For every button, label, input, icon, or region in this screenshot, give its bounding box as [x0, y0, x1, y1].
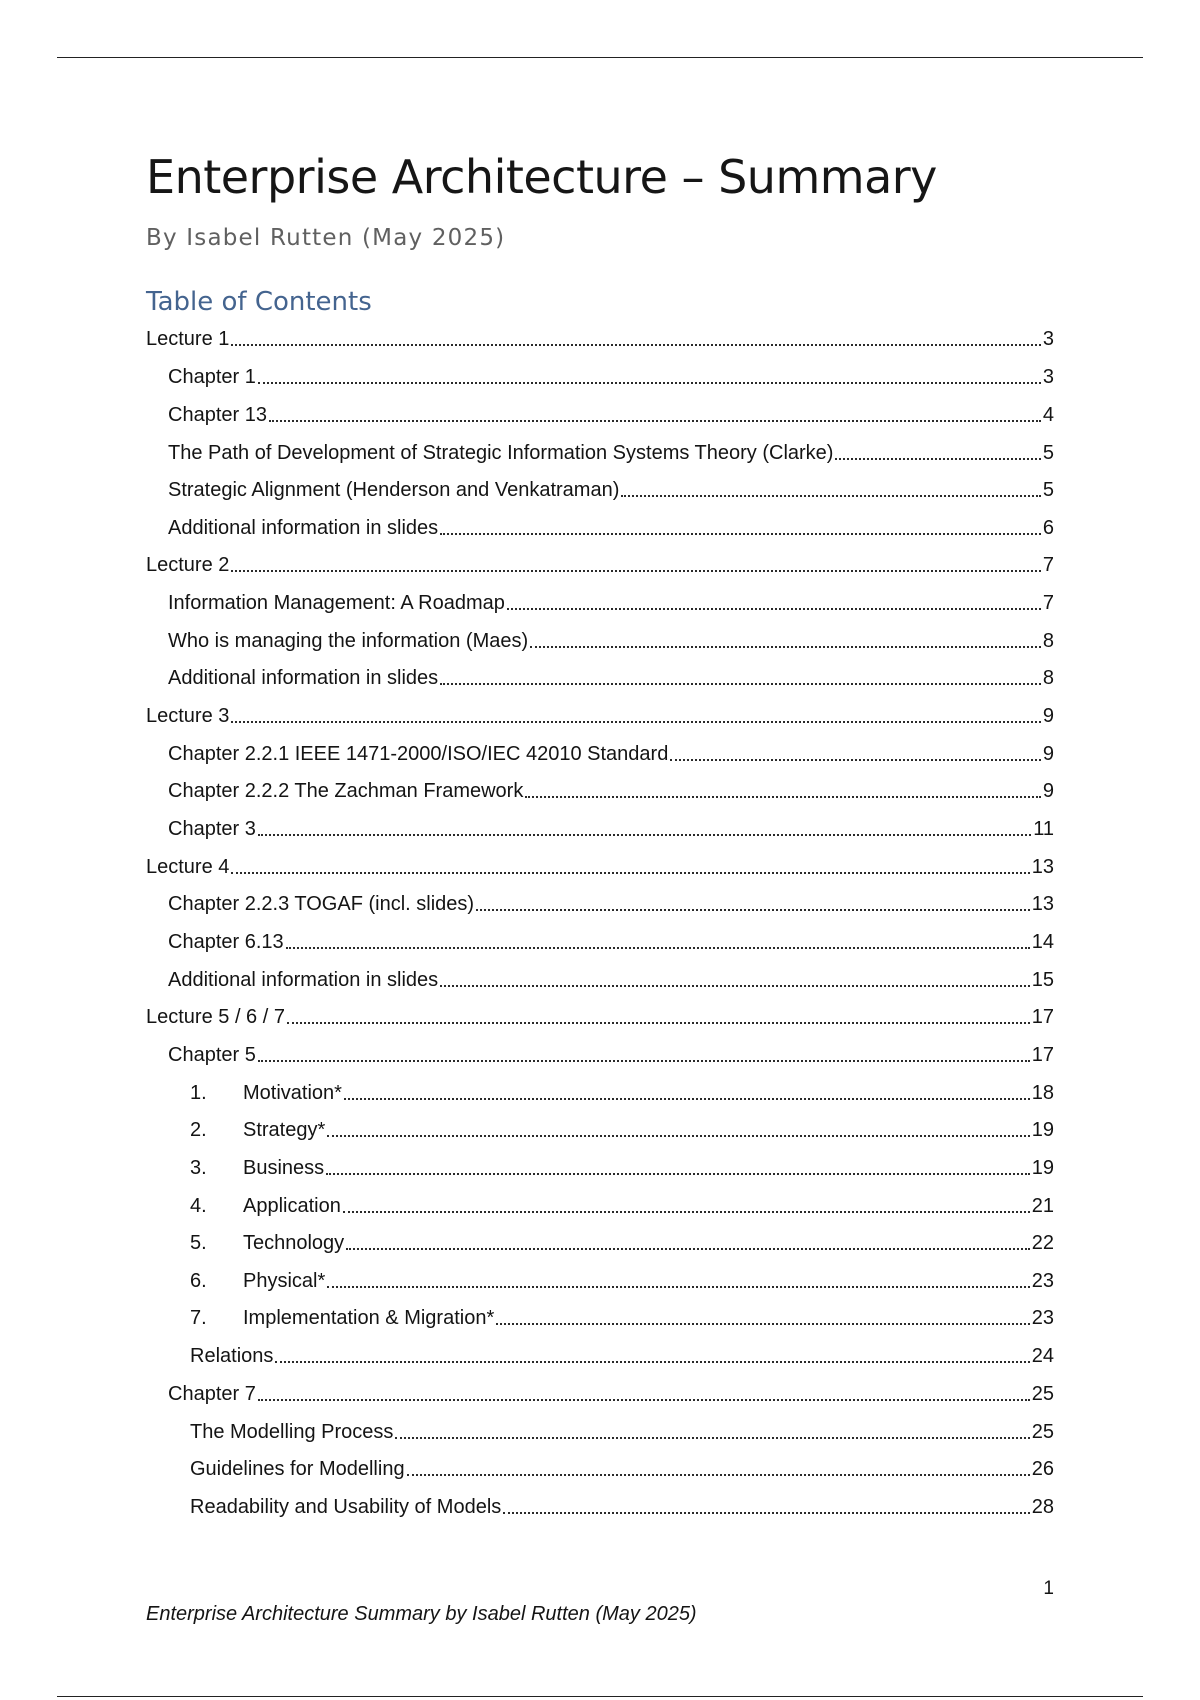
toc-entry-label: Lecture 5 / 6 / 7 [146, 1006, 285, 1028]
toc-dot-leader [275, 1361, 1029, 1363]
toc-entry-page: 14 [1031, 931, 1054, 953]
toc-entry-page: 28 [1031, 1496, 1054, 1518]
header-rule [57, 57, 1143, 58]
toc-dot-leader [344, 1098, 1030, 1100]
toc-dot-leader [670, 759, 1041, 761]
toc-entry[interactable] [146, 854, 1054, 880]
toc-entry-page: 17 [1031, 1044, 1054, 1066]
toc-dot-leader [327, 1135, 1029, 1137]
toc-entry-page: 15 [1031, 969, 1054, 991]
toc-entry-label: Chapter 5 [168, 1044, 256, 1066]
toc-entry-label: Business [243, 1157, 325, 1179]
toc-entry-page: 23 [1031, 1307, 1054, 1329]
toc-entry-number: 7. [190, 1307, 207, 1329]
toc-entry-label: Lecture 1 [146, 328, 230, 350]
toc-entry-page: 21 [1031, 1195, 1054, 1217]
toc-entry-page: 22 [1031, 1232, 1054, 1254]
toc-entry-page: 13 [1031, 856, 1054, 878]
toc-dot-leader [440, 985, 1030, 987]
toc-entry-label: Chapter 2.2.3 TOGAF (incl. slides) [168, 893, 475, 915]
toc-entry-number: 5. [190, 1232, 207, 1254]
toc-dot-leader [231, 570, 1040, 572]
toc-entry[interactable] [168, 477, 1054, 503]
toc-entry[interactable] [190, 1080, 1054, 1106]
toc-entry-page: 18 [1031, 1082, 1054, 1104]
toc-entry[interactable] [168, 891, 1054, 917]
toc-dot-leader [231, 344, 1040, 346]
toc-dot-leader [346, 1248, 1030, 1250]
toc-entry-label: Information Management: A Roadmap [168, 592, 505, 614]
toc-entry-label: Readability and Usability of Models [190, 1496, 502, 1518]
toc-entry-label: Chapter 3 [168, 818, 256, 840]
toc-entry[interactable] [190, 1117, 1054, 1143]
toc-entry[interactable] [146, 326, 1054, 352]
toc-entry-label: Technology [243, 1232, 345, 1254]
toc-dot-leader [621, 495, 1041, 497]
toc-entry-label: Guidelines for Modelling [190, 1458, 405, 1480]
page-number: 1 [1043, 1578, 1054, 1599]
toc-entry[interactable] [168, 364, 1054, 390]
footer-rule [57, 1696, 1143, 1697]
toc-entry-page: 7 [1042, 592, 1054, 614]
toc-entry-page: 3 [1042, 366, 1054, 388]
toc-dot-leader [343, 1211, 1030, 1213]
toc-entry[interactable] [190, 1155, 1054, 1181]
toc-entry-page: 25 [1031, 1421, 1054, 1443]
toc-entry-label: Chapter 2.2.2 The Zachman Framework [168, 780, 524, 802]
document-title: Enterprise Architecture – Summary [146, 150, 937, 204]
toc-dot-leader [286, 947, 1030, 949]
toc-entry-label: Physical* [243, 1270, 326, 1292]
toc-entry[interactable] [168, 1042, 1054, 1068]
toc-entry-label: Chapter 7 [168, 1383, 256, 1405]
toc-entry[interactable] [168, 1381, 1054, 1407]
toc-dot-leader [395, 1437, 1029, 1439]
toc-entry-label: Implementation & Migration* [243, 1307, 495, 1329]
toc-entry-page: 8 [1042, 667, 1054, 689]
toc-entry-number: 3. [190, 1157, 207, 1179]
toc-dot-leader [258, 834, 1031, 836]
toc-entry-page: 4 [1042, 404, 1054, 426]
toc-entry-label: Chapter 1 [168, 366, 256, 388]
toc-dot-leader [503, 1512, 1029, 1514]
toc-dot-leader [835, 458, 1040, 460]
toc-entry-page: 19 [1031, 1119, 1054, 1141]
toc-dot-leader [530, 646, 1041, 648]
toc-entry[interactable] [190, 1494, 1054, 1520]
toc-entry[interactable] [168, 515, 1054, 541]
toc-entry-label: Additional information in slides [168, 517, 439, 539]
toc-entry-page: 11 [1033, 818, 1054, 840]
toc-entry-label: Chapter 6.13 [168, 931, 284, 953]
toc-entry-page: 24 [1031, 1345, 1054, 1367]
toc-entry[interactable] [168, 402, 1054, 428]
toc-entry-page: 5 [1042, 479, 1054, 501]
toc-dot-leader [231, 721, 1040, 723]
toc-entry-page: 23 [1031, 1270, 1054, 1292]
document-author-line: By Isabel Rutten (May 2025) [146, 225, 506, 251]
toc-entry[interactable] [168, 440, 1054, 466]
toc-entry[interactable] [168, 741, 1054, 767]
toc-dot-leader [258, 382, 1041, 384]
toc-entry-label: Additional information in slides [168, 667, 439, 689]
toc-entry-label: Chapter 13 [168, 404, 267, 426]
toc-entry[interactable] [190, 1456, 1054, 1482]
toc-entry-label: The Modelling Process [190, 1421, 394, 1443]
toc-entry-label: Additional information in slides [168, 969, 439, 991]
toc-dot-leader [258, 1399, 1030, 1401]
toc-entry[interactable] [190, 1419, 1054, 1445]
toc-entry[interactable] [168, 665, 1054, 691]
toc-entry-page: 5 [1042, 442, 1054, 464]
toc-entry[interactable] [190, 1343, 1054, 1369]
toc-entry[interactable] [190, 1305, 1054, 1331]
toc-entry-label: Lecture 4 [146, 856, 230, 878]
toc-entry[interactable] [168, 929, 1054, 955]
toc-entry[interactable] [146, 703, 1054, 729]
toc-heading: Table of Contents [146, 287, 372, 317]
toc-entry-number: 6. [190, 1270, 207, 1292]
toc-entry-page: 9 [1042, 743, 1054, 765]
toc-entry-number: 4. [190, 1195, 207, 1217]
toc-entry-label: Strategy* [243, 1119, 326, 1141]
toc-entry[interactable] [146, 1004, 1054, 1030]
toc-entry[interactable] [168, 778, 1054, 804]
toc-entry-number: 2. [190, 1119, 207, 1141]
toc-entry-label: Who is managing the information (Maes) [168, 630, 529, 652]
toc-entry-label: Chapter 2.2.1 IEEE 1471-2000/ISO/IEC 42010 Standard [168, 743, 669, 765]
toc-entry[interactable] [190, 1230, 1054, 1256]
toc-entry-page: 7 [1042, 554, 1054, 576]
toc-dot-leader [476, 909, 1030, 911]
toc-entry-page: 25 [1031, 1383, 1054, 1405]
toc-entry-label: Application [243, 1195, 341, 1217]
toc-entry-label: Lecture 3 [146, 705, 230, 727]
toc-dot-leader [440, 683, 1041, 685]
toc-entry-number: 1. [190, 1082, 207, 1104]
toc-entry-page: 19 [1031, 1157, 1054, 1179]
toc-dot-leader [231, 872, 1029, 874]
toc-entry-page: 6 [1042, 517, 1054, 539]
toc-dot-leader [327, 1286, 1029, 1288]
toc-entry-page: 3 [1042, 328, 1054, 350]
toc-entry[interactable] [168, 816, 1054, 842]
toc-dot-leader [269, 420, 1041, 422]
toc-entry[interactable] [168, 590, 1054, 616]
toc-entry-label: Relations [190, 1345, 274, 1367]
toc-entry-page: 26 [1031, 1458, 1054, 1480]
toc-entry[interactable] [190, 1193, 1054, 1219]
toc-entry-page: 13 [1031, 893, 1054, 915]
toc-entry[interactable] [190, 1268, 1054, 1294]
toc-entry-page: 9 [1042, 780, 1054, 802]
toc-entry-label: The Path of Development of Strategic Information Systems Theory (Clarke) [168, 442, 834, 464]
toc-entry[interactable] [146, 552, 1054, 578]
toc-dot-leader [525, 796, 1041, 798]
toc-entry-label: Strategic Alignment (Henderson and Venkatraman) [168, 479, 620, 501]
toc-dot-leader [440, 533, 1041, 535]
toc-entry-page: 8 [1042, 630, 1054, 652]
toc-dot-leader [507, 608, 1041, 610]
toc-entry[interactable] [168, 628, 1054, 654]
toc-dot-leader [258, 1060, 1030, 1062]
toc-dot-leader [496, 1323, 1030, 1325]
toc-entry-page: 17 [1031, 1006, 1054, 1028]
footer-text: Enterprise Architecture Summary by Isabel Rutten (May 2025) [146, 1603, 697, 1625]
toc-entry[interactable] [168, 967, 1054, 993]
toc-entry-label: Motivation* [243, 1082, 342, 1104]
toc-entry-page: 9 [1042, 705, 1054, 727]
toc-entry-label: Lecture 2 [146, 554, 230, 576]
toc-dot-leader [287, 1022, 1030, 1024]
toc-dot-leader [407, 1474, 1030, 1476]
toc-dot-leader [326, 1173, 1030, 1175]
